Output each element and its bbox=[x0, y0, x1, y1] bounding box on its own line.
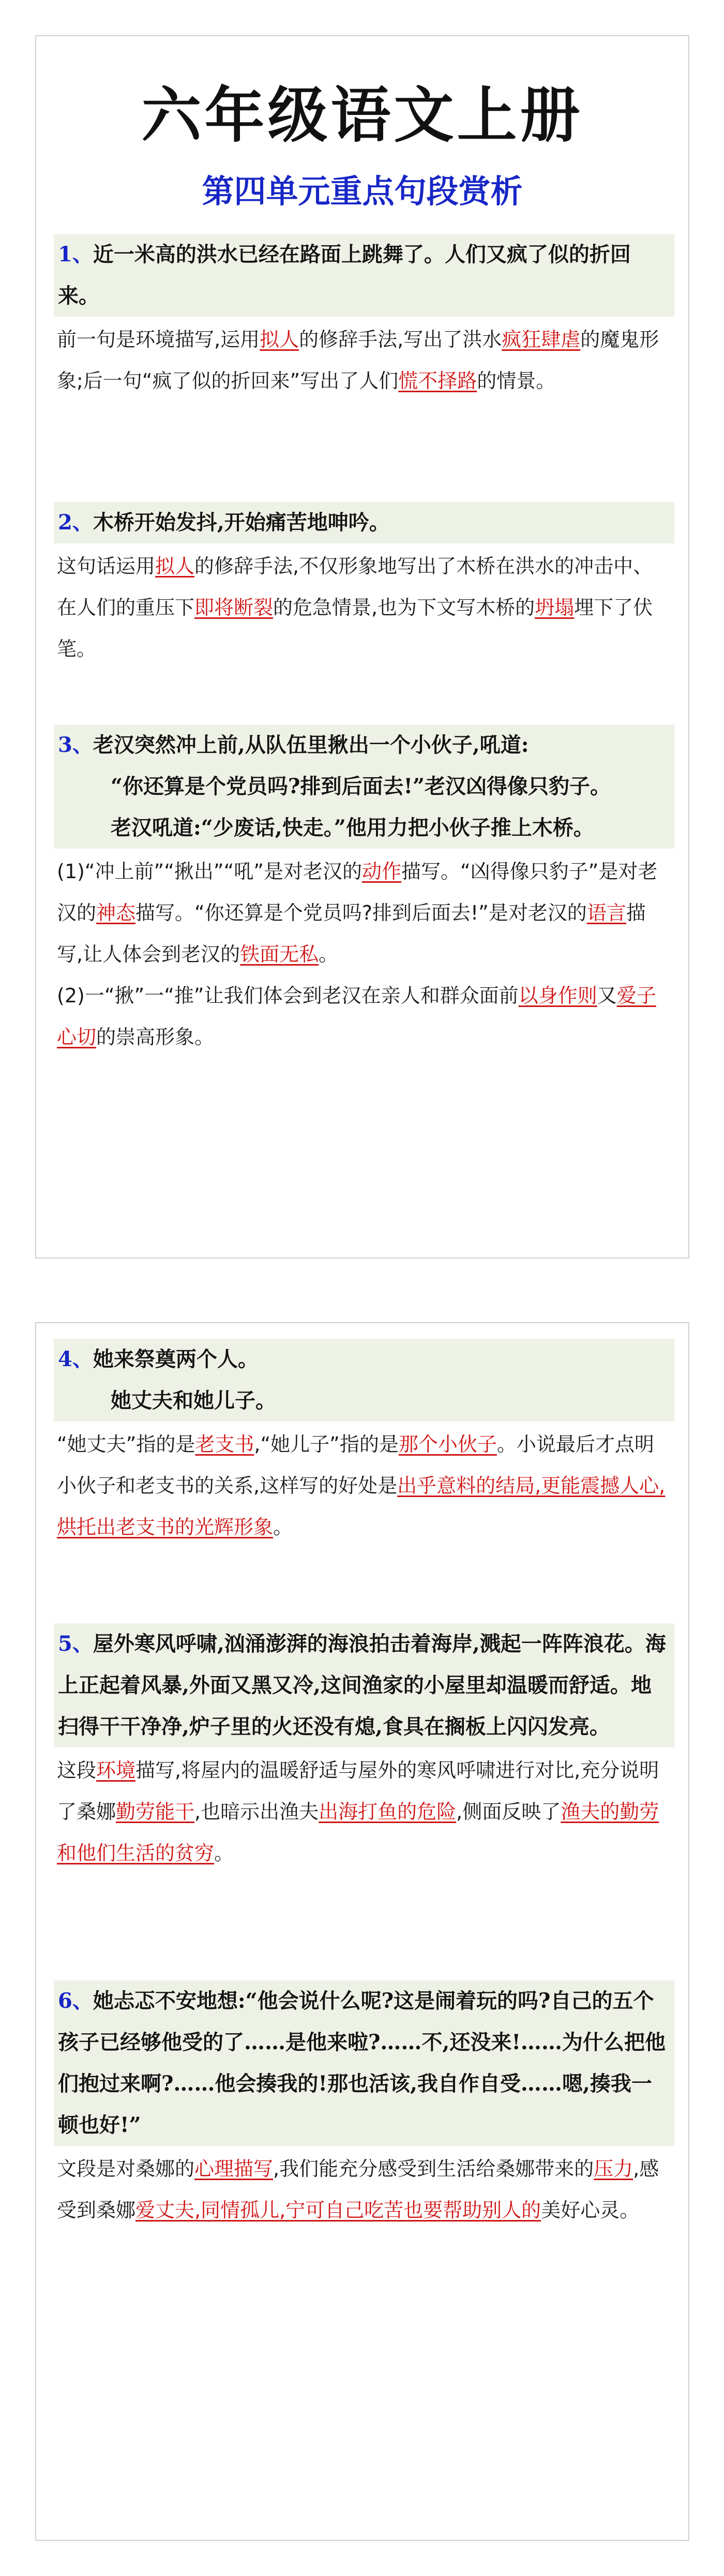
section-5-number: 5、 bbox=[58, 1632, 93, 1656]
section-3-question-text: 老汉突然冲上前,从队伍里揪出一个小伙子,吼道: bbox=[93, 733, 529, 757]
analysis-text: (1)“冲上前”“揪出”“吼”是对老汉的 bbox=[57, 860, 362, 883]
section-6 bbox=[54, 1980, 674, 2231]
analysis-text: ,也暗示出渔夫 bbox=[194, 1800, 319, 1823]
section-3 bbox=[54, 724, 674, 1058]
keyword: 压力 bbox=[594, 2157, 634, 2180]
section-6-number: 6、 bbox=[58, 1989, 93, 2013]
keyword: 出乎意料的结局,更能震撼人心,烘托出老支书的光辉形象 bbox=[57, 1474, 666, 1538]
keyword: 疯狂肆虐 bbox=[502, 328, 581, 351]
section-5-analysis bbox=[54, 1750, 674, 1874]
section-3-analysis-1 bbox=[54, 851, 674, 975]
analysis-text: 这句话运用 bbox=[57, 555, 156, 578]
analysis-text: 。 bbox=[214, 1842, 234, 1864]
analysis-text: 描写,让人体会到老汉的 bbox=[57, 901, 646, 966]
analysis-text: 埋下了伏笔。 bbox=[57, 596, 653, 660]
page-subtitle: 第四单元重点句段赏析 bbox=[202, 172, 523, 210]
analysis-text: 的魔鬼形象;后一句“疯了似的折回来”写出了人们 bbox=[57, 328, 659, 392]
section-1-number: 1、 bbox=[58, 242, 93, 267]
section-4-analysis bbox=[54, 1424, 674, 1548]
section-1 bbox=[54, 234, 674, 402]
page-1 bbox=[35, 35, 689, 1259]
keyword: 即将断裂 bbox=[194, 596, 274, 619]
section-4-question-text: 她来祭奠两个人。 bbox=[93, 1347, 259, 1371]
section-4-question-line-1 bbox=[54, 1339, 674, 1380]
analysis-text: 描写,将屋内的温暖舒适与屋外的寒风呼啸进行对比,充分说明了桑娜 bbox=[57, 1759, 659, 1823]
section-5-question-text: 屋外寒风呼啸,汹涌澎湃的海浪拍击着海岸,溅起一阵阵浪花。海上正起着风暴,外面又黑又冷,这间渔家的小屋里却温暖而舒适。地扫得干干净净,炉子里的火还没有熄,食具在搁板上闪闪发亮。 bbox=[58, 1632, 666, 1739]
section-6-question-text: 她忐忑不安地想:“他会说什么呢?这是闹着玩的吗?自己的五个孩子已经够他受的了……是他来啦?……不,还没来!……为什么把他们抱过来啊?……他会揍我的!那也活该,我自作自受……嗯,揍我一顿也好!” bbox=[58, 1989, 666, 2137]
analysis-text: “她丈夫”指的是 bbox=[57, 1433, 195, 1456]
keyword: 动作 bbox=[361, 860, 401, 883]
section-2 bbox=[54, 502, 674, 670]
section-3-question-line-2: “你还算是个党员吗?排到后面去!”老汉凶得像只豹子。 bbox=[54, 766, 674, 807]
analysis-text: 又 bbox=[597, 984, 617, 1007]
analysis-text: (2)一“揪”一“推”让我们体会到老汉在亲人和群众面前 bbox=[57, 984, 519, 1007]
analysis-text: ,感受到桑娜 bbox=[57, 2157, 659, 2222]
keyword: 那个小伙子 bbox=[398, 1433, 497, 1456]
analysis-text: 。 bbox=[273, 1516, 293, 1538]
analysis-text: ,“她儿子”指的是 bbox=[254, 1433, 399, 1456]
section-4-question-line-2: 她丈夫和她儿子。 bbox=[54, 1380, 674, 1422]
section-5 bbox=[54, 1623, 674, 1874]
analysis-text: 的修辞手法,写出了洪水 bbox=[299, 328, 502, 351]
analysis-text: 描写。“凶得像只豹子”是对老汉的 bbox=[57, 860, 658, 924]
analysis-text: 的修辞手法,不仅形象地写出了木桥在洪水的冲击中、在人们的重压下 bbox=[57, 555, 653, 619]
keyword: 语言 bbox=[586, 901, 626, 924]
section-5-question bbox=[54, 1623, 674, 1748]
section-3-number: 3、 bbox=[58, 733, 93, 757]
section-4 bbox=[54, 1339, 674, 1548]
keyword: 勤劳能干 bbox=[116, 1800, 195, 1823]
analysis-text: ,侧面反映了 bbox=[456, 1800, 561, 1823]
section-6-analysis bbox=[54, 2148, 674, 2231]
analysis-text: 美好心灵。 bbox=[541, 2199, 640, 2222]
analysis-text: 描写。“你还算是个党员吗?排到后面去!”是对老汉的 bbox=[135, 901, 587, 924]
keyword: 老支书 bbox=[195, 1433, 254, 1456]
keyword: 慌不择路 bbox=[398, 369, 477, 392]
section-3-question-line-1 bbox=[54, 724, 674, 766]
section-3-question-line-3: 老汉吼道:“少废话,快走。”他用力把小伙子推上木桥。 bbox=[54, 807, 674, 849]
section-1-question-text: 近一米高的洪水已经在路面上跳舞了。人们又疯了似的折回来。 bbox=[58, 242, 631, 308]
analysis-text: 的崇高形象。 bbox=[96, 1026, 215, 1048]
analysis-text: 这段 bbox=[57, 1759, 97, 1782]
section-4-number: 4、 bbox=[58, 1347, 93, 1371]
keyword: 心理描写 bbox=[194, 2157, 274, 2180]
keyword: 神态 bbox=[96, 901, 136, 924]
section-2-question-text: 木桥开始发抖,开始痛苦地呻吟。 bbox=[93, 510, 390, 535]
section-2-number: 2、 bbox=[58, 510, 93, 535]
keyword: 爱子心切 bbox=[57, 984, 656, 1048]
analysis-text: 。 bbox=[319, 943, 339, 966]
keyword: 环境 bbox=[96, 1759, 136, 1782]
section-1-analysis bbox=[54, 319, 674, 402]
keyword: 爱丈夫,同情孤儿,宁可自己吃苦也要帮助别人的 bbox=[135, 2199, 541, 2222]
keyword: 坍塌 bbox=[535, 596, 575, 619]
analysis-text: 。小说最后才点明小伙子和老支书的关系,这样写的好处是 bbox=[57, 1433, 654, 1497]
section-6-question bbox=[54, 1980, 674, 2146]
page-title: 六年级语文上册 bbox=[141, 80, 583, 151]
keyword: 出海打鱼的危险 bbox=[319, 1800, 457, 1823]
analysis-text: ,我们能充分感受到生活给桑娜带来的 bbox=[273, 2157, 594, 2180]
page-2 bbox=[35, 1322, 689, 2541]
analysis-text: 前一句是环境描写,运用 bbox=[57, 328, 260, 351]
keyword: 铁面无私 bbox=[240, 943, 319, 966]
keyword: 拟人 bbox=[155, 555, 195, 578]
analysis-text: 的情景。 bbox=[477, 369, 556, 392]
analysis-text: 文段是对桑娜的 bbox=[57, 2157, 195, 2180]
keyword: 以身作则 bbox=[518, 984, 597, 1007]
analysis-text: 的危急情景,也为下文写木桥的 bbox=[273, 596, 535, 619]
section-2-analysis bbox=[54, 545, 674, 670]
section-2-question bbox=[54, 502, 674, 543]
section-1-question bbox=[54, 234, 674, 317]
keyword: 拟人 bbox=[260, 328, 299, 351]
keyword: 渔夫的勤劳和他们生活的贫穷 bbox=[57, 1800, 659, 1864]
section-3-analysis-2 bbox=[54, 975, 674, 1058]
